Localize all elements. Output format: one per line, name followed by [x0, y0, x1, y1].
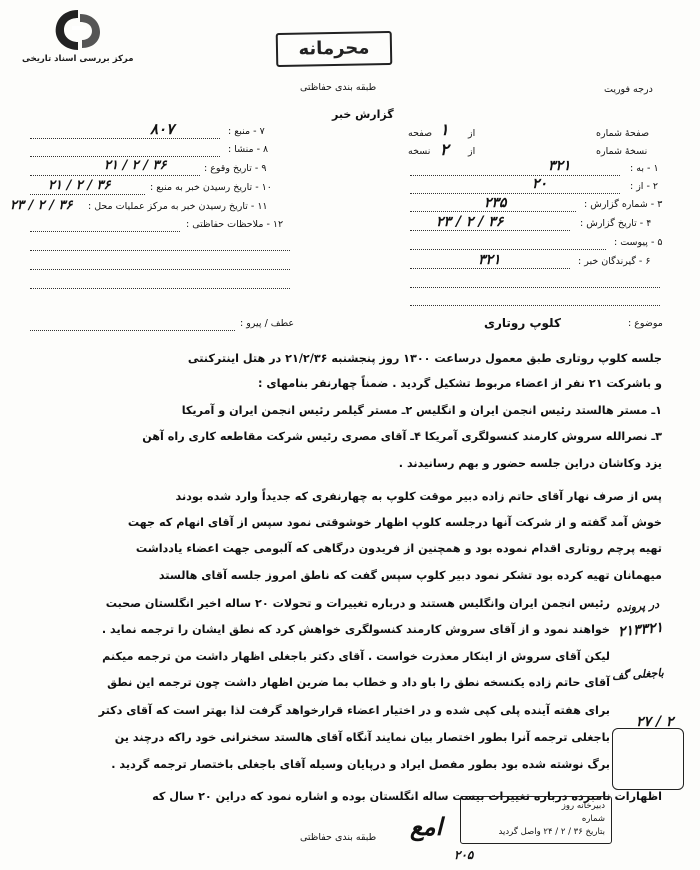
field-label: صفحهٔ شماره [596, 128, 650, 139]
signature: امع [410, 812, 443, 841]
classification-bottom: طبقه بندی حفاظتی [300, 832, 377, 843]
body-line: ۳ـ نصرالله سروش کارمند کنسولگری آمریکا ۴ـ آقای مصری رئیس شرکت مقاطعه کاری راه آهن [142, 430, 662, 443]
body-line: پس از صرف نهار آقای حاتم زاده دبیر موقت کلوپ به چهارنفری که جدیداً وارد شده بودند [175, 490, 662, 503]
body-line: برگ نوشته شده بود بطور مفصل ایراد و درپایان وسیله آقای باجغلی باختصار ترجمه گردید . [111, 758, 610, 771]
field-label: ۱۲ - ملاحظات حفاظتی : [186, 219, 284, 230]
archive-logo-text: مرکز بررسی اسناد تاریخی [22, 54, 134, 64]
field-value: ۲ [440, 140, 449, 159]
field-label: ۲ - از : [630, 181, 659, 192]
margin-note-file: در پرونده [615, 597, 660, 616]
field-label: ۶ - گیرندگان خبر : [578, 256, 651, 267]
reference-label: عطف / پیرو : [240, 318, 295, 329]
field-value: ۳۲۱ [478, 252, 501, 268]
body-line: جلسه کلوپ روتاری طبق معمول درساعت ۱۳۰۰ روز پنجشنبه ۲۱/۲/۳۶ در هتل اینترکنتی [187, 352, 662, 365]
body-line: میهمانان تهیه کرده بود تشکر نمود دبیر کلوپ سپس گفت که ناطق امروز جلسه آقای هالستد [158, 569, 662, 582]
body-line: آقای حاتم زاده یکنسخه نطق را باو داد و خطاب بما ضرین اظهار داشت چون ترجمه این نطق [107, 676, 610, 689]
subject-value: کلوپ روتاری [484, 316, 561, 330]
registry-line: دبیرخانه روز [561, 801, 605, 811]
body-line: و باشرکت ۲۱ نفر از اعضاء مربوط تشکیل گردید . ضمناً چهارنفر بنامهای : [258, 377, 662, 390]
field-value: ۱ [440, 120, 449, 139]
field-label: ۸ - منشا : [228, 144, 269, 155]
report-title: گزارش خبر [332, 108, 394, 121]
field-label: ۱۱ - تاریخ رسیدن خبر به مرکز عملیات محل : [88, 201, 268, 212]
field-value: ۲۱ / ۲ / ۳۶ [48, 178, 111, 193]
field-value: ۲۱ / ۲ / ۳۶ [104, 158, 167, 173]
body-line: یزد وکاشان دراین جلسه حضور و بهم رسانیدند . [398, 457, 662, 470]
field-label: ۵ - پیوست : [614, 237, 663, 248]
margin-note-name: باجغلی گف [611, 666, 665, 683]
field-end: نسخه [408, 146, 431, 157]
body-line: برای هفته آینده پلی کپی شده و در اختیار اعضاء قرارخواهد گرفت لذا بهتر است که آقای دکتر [98, 704, 610, 717]
page-mark: ۲۰۵ [454, 848, 474, 862]
body-line: لیکن آقای سروش از اینکار معذرت خواست . آقای دکتر باجغلی اظهار داشت من ترجمه میکنم [102, 650, 610, 663]
field-label: ۱ - به : [630, 163, 659, 174]
field-value: ۸۰۷ [150, 120, 175, 138]
field-value: ۳۲۱ [548, 158, 571, 174]
registry-line: بتاریخ ۳۶ / ۲ / ۲۴ واصل گردید [498, 827, 605, 837]
field-label: ۳ - شماره گزارش : [584, 199, 663, 210]
field-mid: از [468, 146, 476, 157]
field-label: ۷ - منبع : [228, 126, 265, 137]
field-label: نسخهٔ شماره [596, 146, 648, 157]
field-label: ۴ - تاریخ گزارش : [580, 218, 652, 229]
subject-label: موضوع : [628, 318, 663, 329]
body-line: خواهند نمود و از آقای سروش کارمند کنسولگری خواهش کرد که نطق ایشان را ترجمه نماید . [101, 623, 610, 636]
body-line: رئیس انجمن ایران وانگلیس هستند و درباره تغییرات و تحولات ۲۰ ساله اخیر انگلستان صحبت [105, 597, 610, 610]
body-line: باجغلی ترجمه آنرا بطور اختصار بیان نمایند آنگاه آقای هالستد سخنرانی خود راکه درچند ین [114, 731, 610, 744]
field-label: ۹ - تاریخ وقوع : [204, 163, 267, 174]
confidential-stamp: محرمانه [276, 31, 393, 67]
field-value: ۲۰ [532, 176, 548, 192]
classification-top: طبقه بندی حفاظتی [300, 82, 377, 93]
registry-stamp [460, 796, 612, 844]
body-line: خوش آمد گفته و از شرکت آنها درجلسه کلوپ اظهار خوشوقتی نمود سپس از آقای انهام که جهت [127, 516, 662, 529]
side-stamp [612, 728, 684, 790]
field-label: ۱۰ - تاریخ رسیدن خبر به منبع : [150, 182, 272, 193]
registry-line: شماره [581, 814, 605, 824]
priority-label: درجه فوریت [604, 84, 653, 95]
field-mid: از [468, 128, 476, 139]
body-line: ۱ـ مستر هالستد رئیس انجمن ایران و انگلیس ۲ـ مستر گیلمر رئیس انجمن ایران و آمریکا [181, 404, 662, 417]
margin-note-number: ۲۱۳۳۲۱ [617, 619, 664, 641]
field-end: صفحه [408, 128, 433, 139]
body-line: تهیه پرچم روتاری اقدام نموده بود و همچنین از فریدون درگاهی که آلبومی جهت اعضاء یادداشت [135, 542, 662, 555]
margin-note-date: ۲۷ / ۲ [636, 714, 674, 730]
field-value: ۲۳ / ۲ / ۳۶ [436, 214, 504, 230]
body-line: اظهارات نامبرده درباره تغییرات بیست ساله انگلستان بوده و اشاره نمود که دراین ۲۰ سال که [152, 790, 662, 803]
field-value: ۲۳ / ۲ / ۳۶ [10, 198, 73, 213]
field-value: ۲۳۵ [484, 195, 507, 211]
